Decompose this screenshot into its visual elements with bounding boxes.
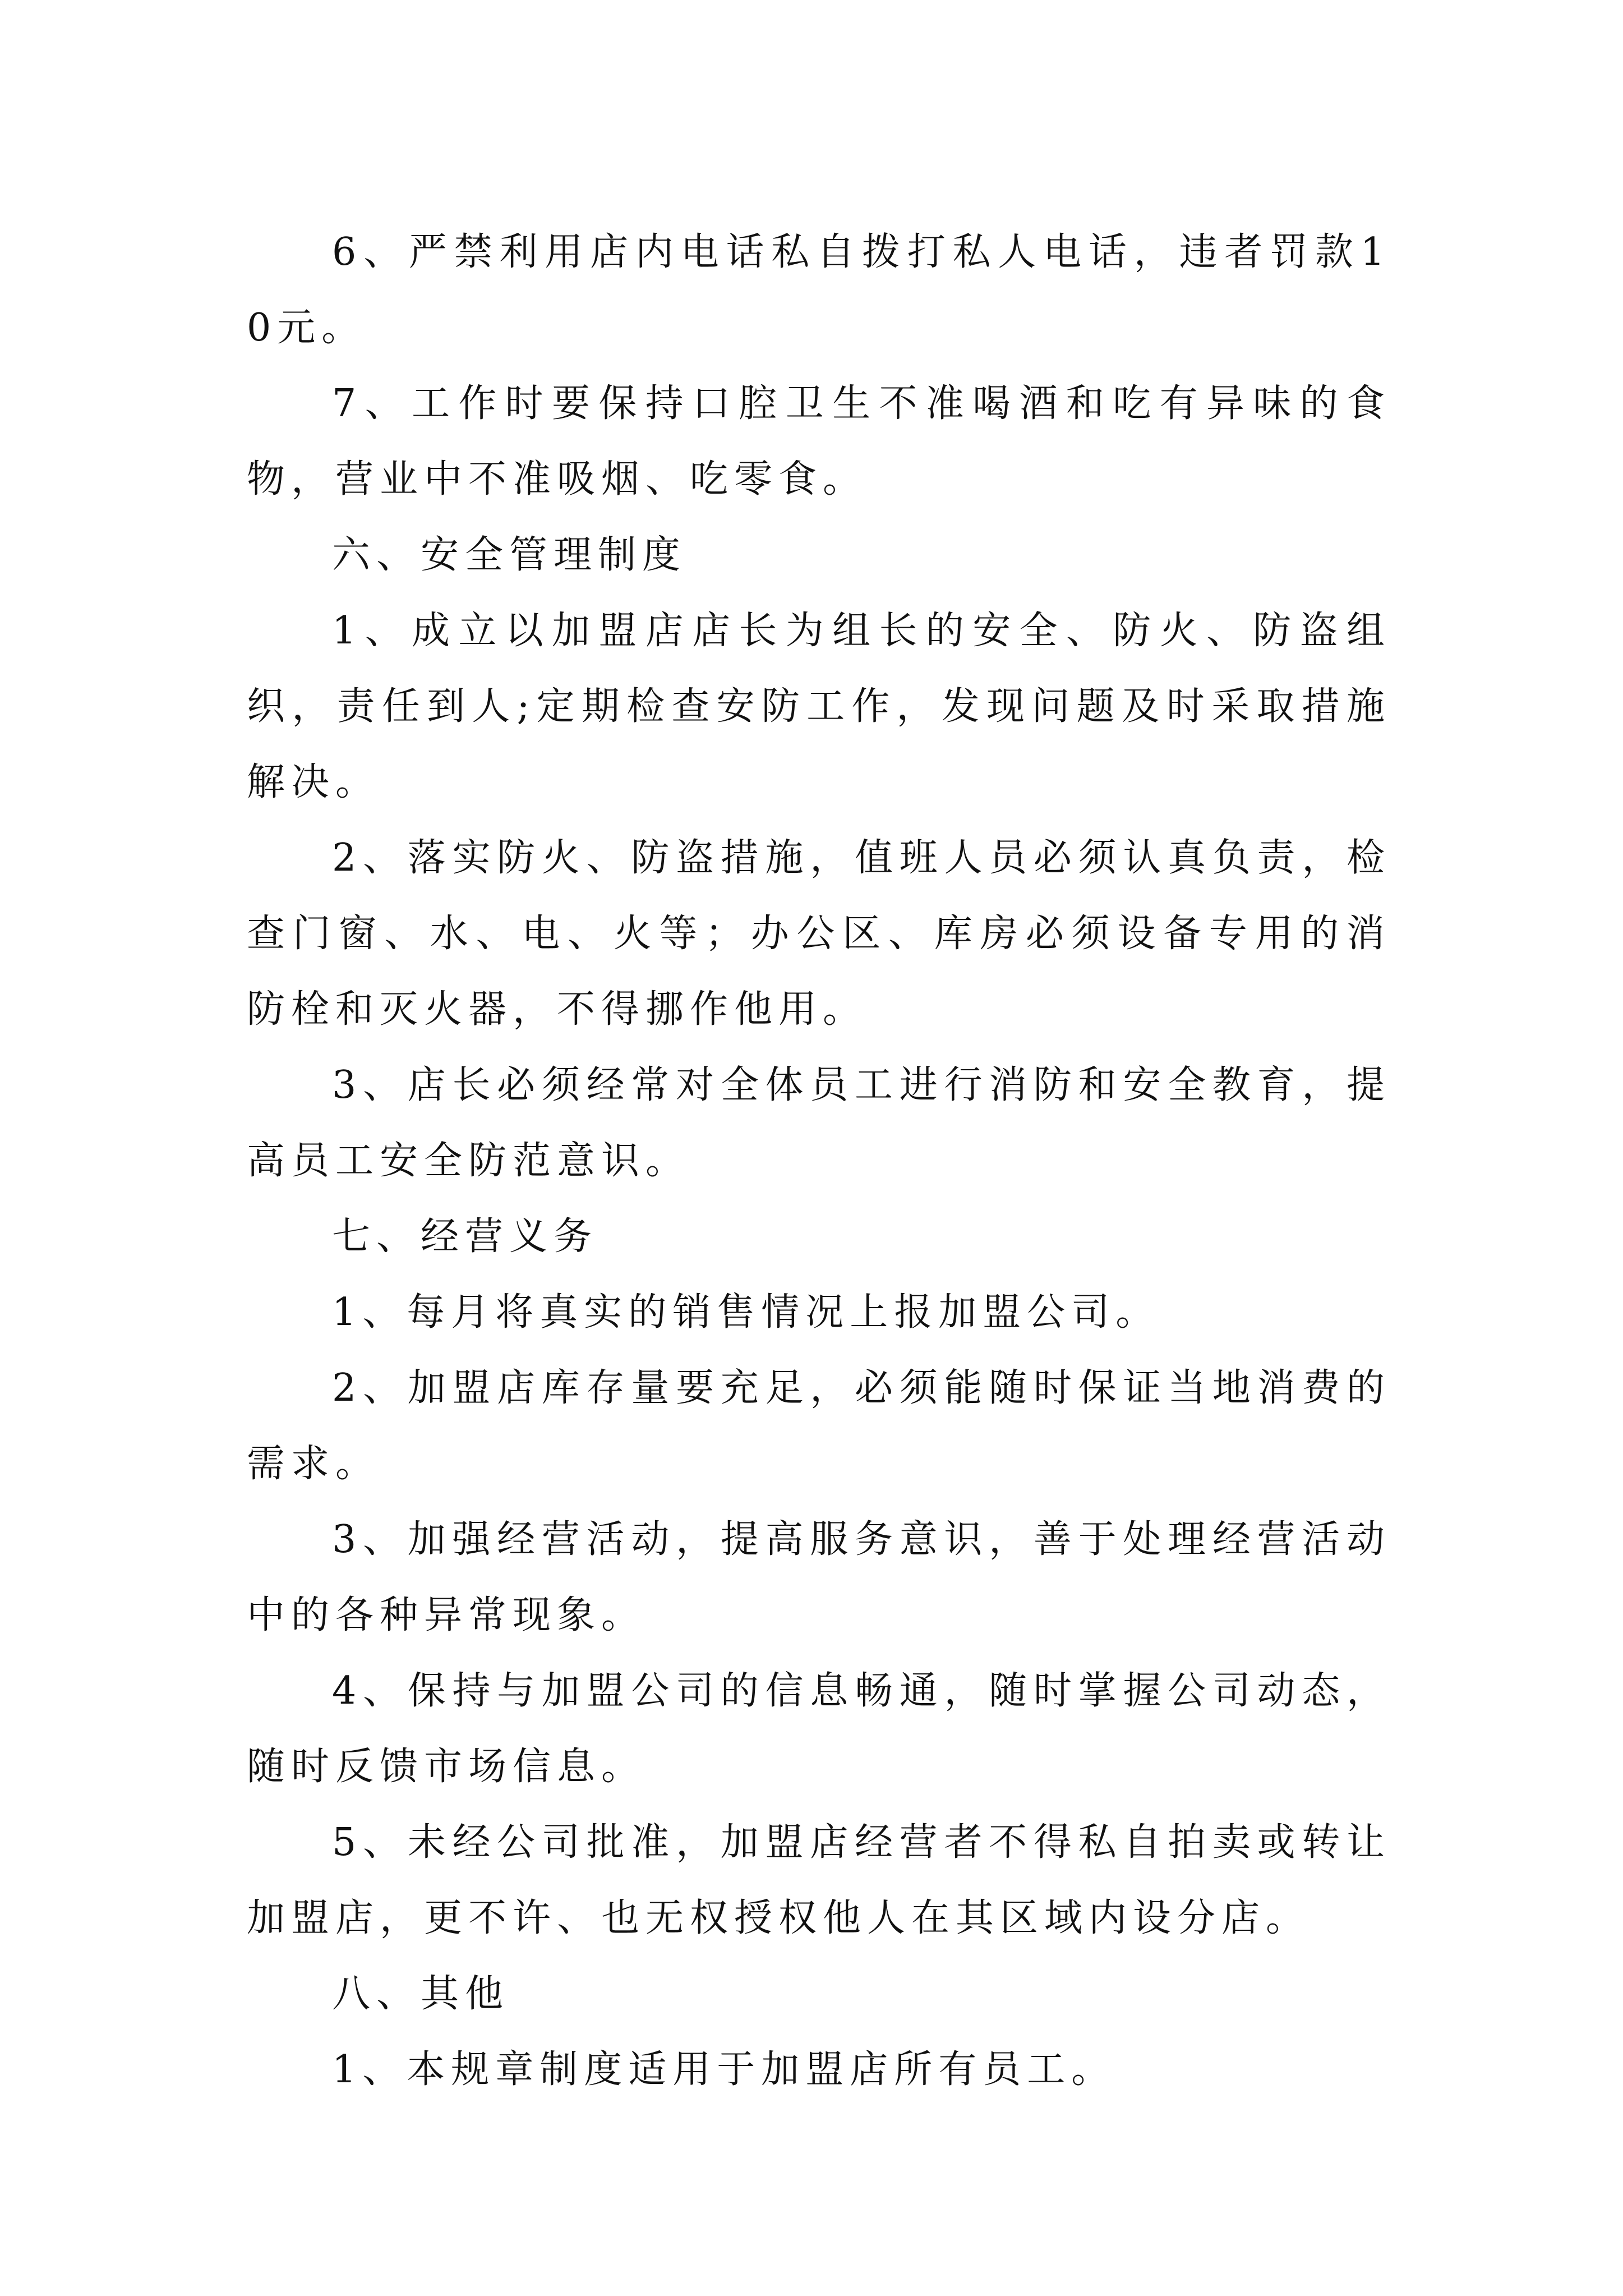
section-heading-obligations: 七、经营义务	[332, 1214, 598, 1259]
paragraph-obligations-3: 3、加强经营活动，提高服务意识，善于处理经营活动中的各种异常现象。	[247, 1517, 1391, 1637]
paragraph-obligations-1: 1、每月将真实的销售情况上报加盟公司。	[332, 1290, 1160, 1335]
paragraph-obligations-4: 4、保持与加盟公司的信息畅通，随时掌握公司动态，随时反馈市场信息。	[247, 1669, 1391, 1789]
paragraph-rule-6-phone: 6、严禁利用店内电话私自拨打私人电话，违者罚款10元。	[247, 230, 1391, 350]
paragraph-safety-3: 3、店长必须经常对全体员工进行消防和安全教育，提高员工安全防范意识。	[247, 1063, 1391, 1183]
paragraph-safety-2: 2、落实防火、防盗措施，值班人员必须认真负责，检查门窗、水、电、火等；办公区、库房必须设备专用的消防栓和灭火器，不得挪作他用。	[247, 836, 1391, 1032]
paragraph-safety-1: 1、成立以加盟店店长为组长的安全、防火、防盗组织，责任到人;定期检查安防工作，发现问题及时采取措施解决。	[247, 609, 1391, 804]
section-heading-safety: 六、安全管理制度	[332, 533, 687, 577]
section-heading-other: 八、其他	[332, 1972, 510, 2016]
paragraph-rule-7-hygiene: 7、工作时要保持口腔卫生不准喝酒和吃有异味的食物，营业中不准吸烟、吃零食。	[247, 381, 1391, 501]
paragraph-obligations-2: 2、加盟店库存量要充足，必须能随时保证当地消费的需求。	[247, 1366, 1391, 1486]
paragraph-other-1: 1、本规章制度适用于加盟店所有员工。	[332, 2047, 1116, 2092]
document-body	[247, 214, 1391, 2108]
paragraph-obligations-5: 5、未经公司批准，加盟店经营者不得私自拍卖或转让加盟店，更不许、也无权授权他人在其区域内设分店。	[247, 1820, 1391, 1940]
